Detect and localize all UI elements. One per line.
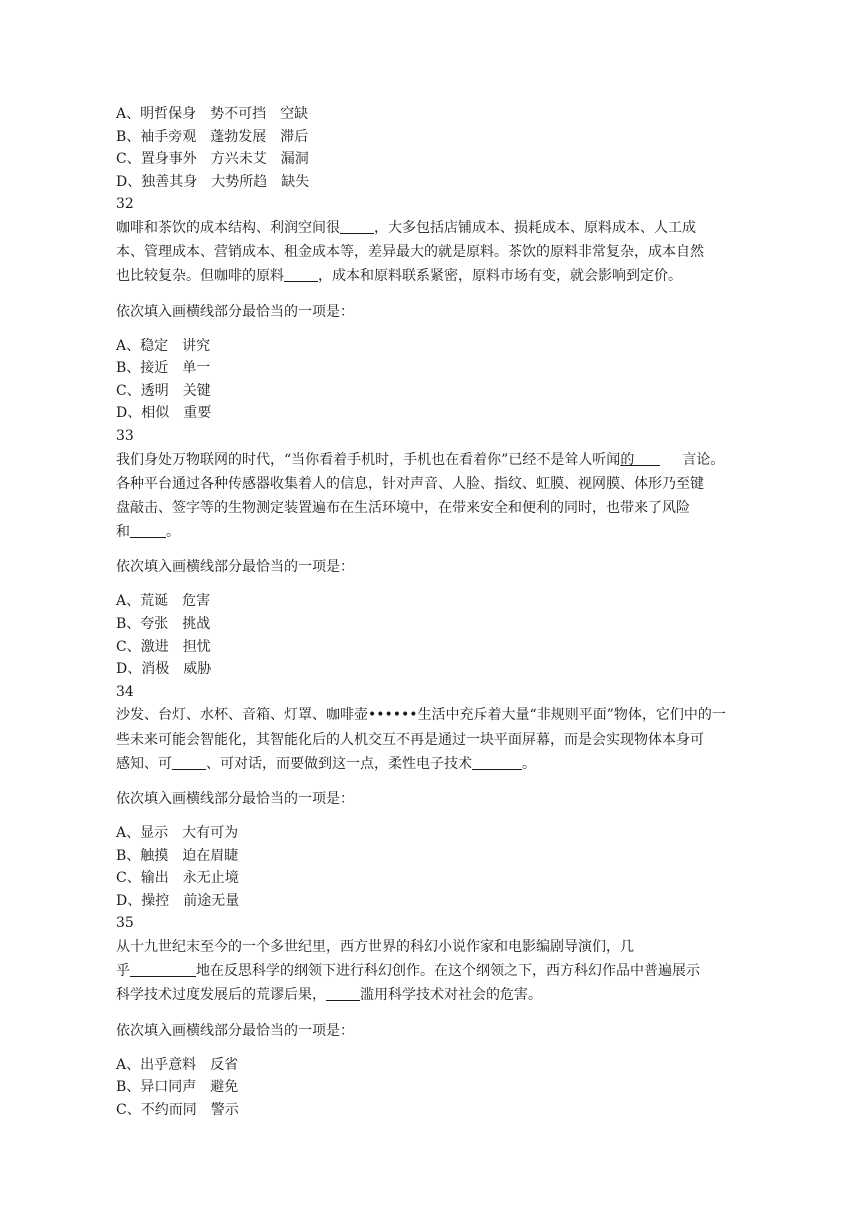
- option-b[interactable]: B、接近 单一: [116, 360, 211, 377]
- fill-blank: [472, 755, 522, 770]
- question-prompt: 依次填入画横线部分最恰当的一项是：: [116, 790, 354, 807]
- question-text: 沙发、台灯、水杯、音箱、灯罩、咖啡壶••••••生活中充斥着大量“非规则平面”物体，它们中的一: [116, 707, 726, 724]
- option-c[interactable]: C、置身事外 方兴未艾 漏洞: [116, 151, 309, 168]
- question-prompt: 依次填入画横线部分最恰当的一项是：: [116, 559, 354, 576]
- q31-options: [116, 103, 846, 193]
- option-a[interactable]: A、出乎意料 反省: [116, 1056, 239, 1073]
- option-c[interactable]: C、输出 永无止境: [116, 870, 239, 887]
- question-text: 乎 地在反思科学的纲领下进行科幻创作。在这个纲领之下，西方科幻作品中普遍展示: [116, 963, 700, 980]
- option-d[interactable]: D、操控 前途无量: [116, 892, 240, 909]
- option-b[interactable]: B、触摸 迫在眉睫: [116, 847, 239, 864]
- fill-blank: [284, 267, 318, 282]
- option-b[interactable]: B、异口同声 避免: [116, 1079, 239, 1096]
- question-number: 32: [116, 196, 134, 213]
- question-text: 本、管理成本、营销成本、租金成本等，差异最大的就是原料。茶饮的原料非常复杂，成本自然: [116, 244, 704, 261]
- option-b[interactable]: B、袖手旁观 蓬勃发展 滞后: [116, 128, 309, 145]
- question-prompt: 依次填入画横线部分最恰当的一项是：: [116, 1022, 354, 1039]
- option-a[interactable]: A、稳定 讲究: [116, 337, 211, 354]
- fill-blank: [172, 755, 206, 770]
- option-c[interactable]: C、透明 关键: [116, 382, 211, 399]
- question-text: 科学技术过度发展后的荒谬后果， 滥用科学技术对社会的危害。: [116, 987, 542, 1004]
- option-d[interactable]: D、相似 重要: [116, 405, 212, 422]
- exam-page: [116, 103, 846, 1121]
- option-c[interactable]: C、激进 担忧: [116, 638, 211, 655]
- fill-blank: [340, 219, 374, 234]
- option-c[interactable]: C、不约而同 警示: [116, 1101, 239, 1118]
- question-text: 些未来可能会智能化，其智能化后的人机交互不再是通过一块平面屏幕，而是会实现物体本身可: [116, 731, 704, 748]
- question-text: 也比较复杂。但咖啡的原料 ，成本和原料联系紧密，原料市场有变，就会影响到定价。: [116, 268, 682, 285]
- question-text: 各种平台通过各种传感器收集着人的信息，针对声音、人脸、指纹、虹膜、视网膜、体形乃至键: [116, 475, 704, 492]
- question-text: 咖啡和茶饮的成本结构、利润空间很 ，大多包括店铺成本、损耗成本、原料成本、人工成: [116, 219, 696, 236]
- option-a[interactable]: A、明哲保身 势不可挡 空缺: [116, 106, 309, 122]
- fill-blank: [130, 523, 166, 538]
- option-a[interactable]: A、显示 大有可为: [116, 824, 239, 841]
- question-number: 33: [116, 427, 134, 444]
- question-prompt: 依次填入画横线部分最恰当的一项是：: [116, 303, 354, 320]
- option-d[interactable]: D、消极 威胁: [116, 661, 212, 678]
- question-number: 35: [116, 915, 134, 932]
- question-text: 盘敲击、签字等的生物测定装置遍布在生活环境中，在带来安全和便利的同时，也带来了风险: [116, 499, 690, 516]
- question-text: 从十九世纪末至今的一个多世纪里，西方世界的科幻小说作家和电影编剧导演们，几: [116, 938, 634, 955]
- fill-blank: [130, 962, 196, 977]
- fill-blank: [326, 986, 360, 1001]
- question-text: 我们身处万物联网的时代，“当你看着手机时，手机也在看着你”已经不是耸人听闻的 言论。: [116, 451, 725, 468]
- fill-blank: [634, 451, 660, 466]
- question-text: 和 。: [116, 524, 180, 541]
- question-number: 34: [116, 683, 134, 700]
- question-text: 感知、可 、可对话，而要做到这一点，柔性电子技术 。: [116, 755, 536, 772]
- option-b[interactable]: B、夸张 挑战: [116, 615, 211, 632]
- option-a[interactable]: A、荒诞 危害: [116, 593, 211, 610]
- option-d[interactable]: D、独善其身 大势所趋 缺失: [116, 173, 310, 190]
